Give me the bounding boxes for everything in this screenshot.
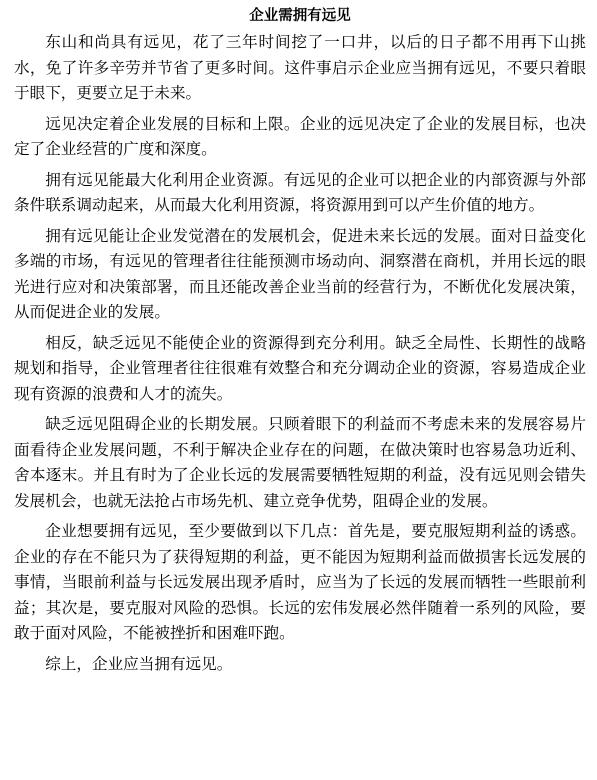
paragraph-3: 拥有远见能最大化利用企业资源。有远见的企业可以把企业的内部资源与外部条件联系调动起来，从而最大化利用资源，将资源用到可以产生价值的地方。: [14, 170, 586, 214]
paragraph-5: 相反，缺乏远见不能使企业的资源得到充分利用。缺乏全局性、长期性的战略规划和指导，企业管理者往往很难有效整合和充分调动企业的资源，容易造成企业现有资源的浪费和人才的流失。: [14, 333, 586, 403]
paragraph-6: 缺乏远见阻碍企业的长期发展。只顾着眼下的利益而不考虑未来的发展容易片面看待企业发展问题，不利于解决企业存在的问题，在做决策时也容易急功近利、舍本逐末。并且有时为了企业长远的发展需要牺牲短期的利益，没有远见则会错失发展机会，也就无法抢占市场先机、建立竞争优势，阻碍企业的发展。: [14, 415, 586, 510]
paragraph-7: 企业想要拥有远见，至少要做到以下几点：首先是，要克服短期利益的诱惑。企业的存在不能只为了获得短期的利益，更不能因为短期利益而做损害长远发展的事情，当眼前利益与长远发展出现矛盾时，应当为了长远的发展而牺牲一些眼前利益；其次是，要克服对风险的恐惧。长远的宏伟发展必然伴随着一系列的风险，要敢于面对风险，不能被挫折和困难吓跑。: [14, 522, 586, 642]
paragraph-2: 远见决定着企业发展的目标和上限。企业的远见决定了企业的发展目标，也决定了企业经营的广度和深度。: [14, 114, 586, 158]
document-title: 企业需拥有远见: [249, 8, 351, 24]
paragraph-8: 综上，企业应当拥有远见。: [45, 654, 233, 673]
document-page: [14, 6, 586, 682]
paragraph-1: 东山和尚具有远见，花了三年时间挖了一口井，以后的日子都不用再下山挑水，免了许多辛劳并节省了更多时间。这件事启示企业应当拥有远见，不要只着眼于眼下，更要立足于未来。: [14, 33, 586, 102]
paragraph-4: 拥有远见能让企业发觉潜在的发展机会，促进未来长远的发展。面对日益变化多端的市场，有远见的管理者往往能预测市场动向、洞察潜在商机，并用长远的眼光进行应对和决策部署，而且还能改善企业当前的经营行为，不断优化发展决策，从而促进企业的发展。: [14, 226, 586, 321]
